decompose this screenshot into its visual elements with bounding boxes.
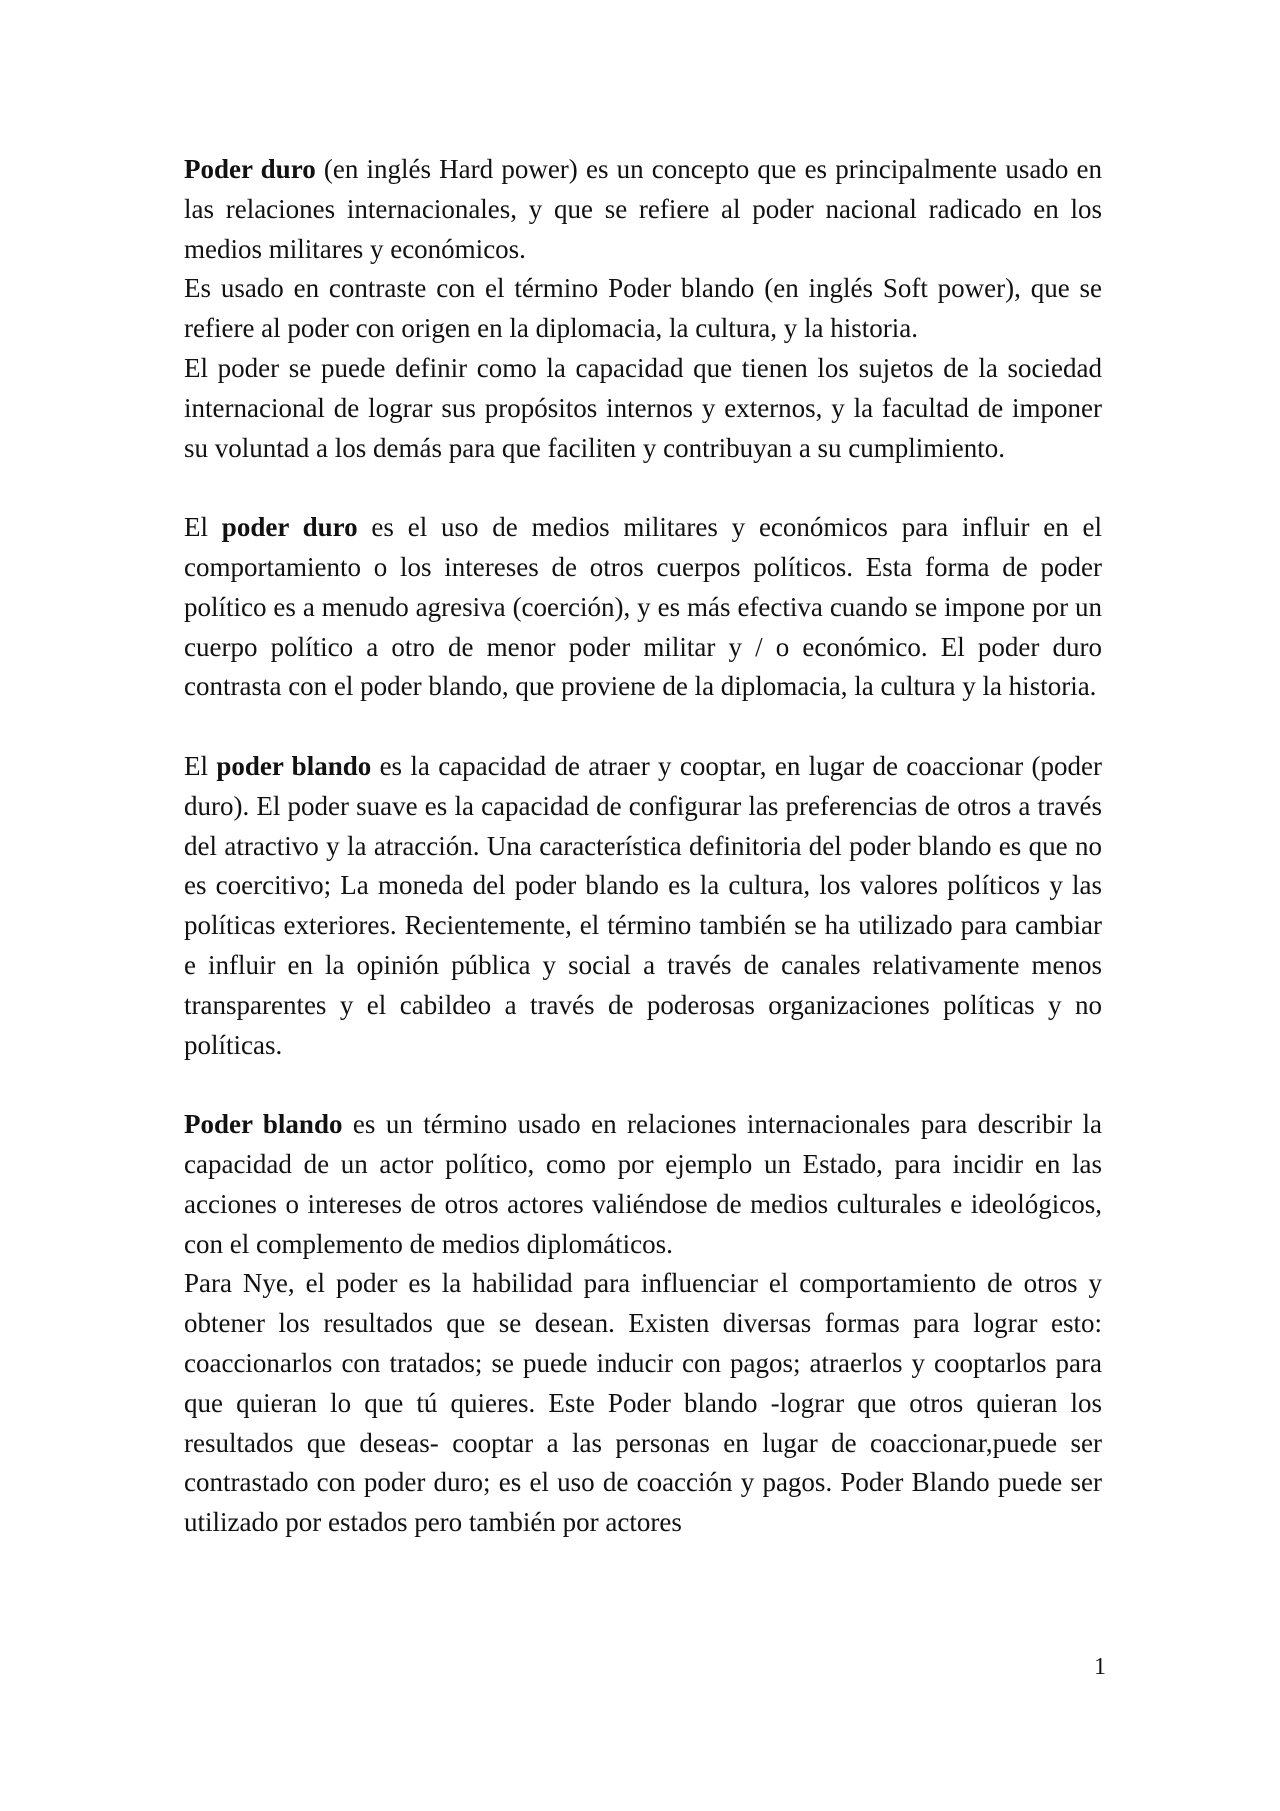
paragraph-hard-power-use: [184, 508, 1102, 707]
term-bold: poder blando: [216, 750, 372, 781]
paragraph-power-definition: [184, 349, 1102, 468]
paragraph-text: es un término usado en relaciones internacionales para describir la capacidad de un actor político, como por ejemplo un Estado, para incidir en las acciones o intereses de otros actores valiéndose de medios culturales e ideológicos, con el complemento de medios diplomáticos.: [184, 1109, 1102, 1259]
paragraph-soft-power-capacity: [184, 747, 1102, 1065]
term-bold: Poder blando: [184, 1109, 343, 1140]
paragraph-text: (en inglés Hard power) es un concepto que es principalmente usado en las relaciones internacionales, y que se refiere al poder nacional radicado en los medios militares y económicos.: [184, 154, 1102, 264]
paragraph-nye: [184, 1264, 1102, 1543]
paragraph-text: El poder se puede definir como la capacidad que tienen los sujetos de la sociedad internacional de lograr sus propósitos internos y externos, y la facultad de imponer su voluntad a los demás para que faciliten y contribuyan a su cumplimiento.: [184, 352, 1102, 463]
paragraph-text: Para Nye, el poder es la habilidad para influenciar el comportamiento de otros y obtener los resultados que se desean. Existen diversas formas para lograr esto: coaccionarlos con tratados; se puede inducir con pagos; atraerlos y cooptarlos para que quieran lo que tú quieres. Este Poder blando -lograr que otros quieran los resultados que deseas- cooptar a las personas en lugar de coaccionar,puede ser contrastado con poder duro; es el uso de coacción y pagos. Poder Blando puede ser utilizado por estados pero también por actores: [184, 1268, 1102, 1538]
paragraph-contrast-soft-power: [184, 269, 1102, 349]
paragraph-hard-power-definition: [184, 150, 1102, 269]
paragraph-text: Es usado en contraste con el término Poder blando (en inglés Soft power), que se refiere al poder con origen en la diplomacia, la cultura, y la historia.: [184, 273, 1102, 344]
paragraph-spacer: [184, 468, 1102, 508]
paragraph-prefix: El: [184, 750, 217, 781]
paragraph-soft-power-definition: [184, 1105, 1102, 1264]
paragraph-spacer: [184, 1065, 1102, 1105]
paragraph-text: es el uso de medios militares y económicos para influir en el comportamiento o los intereses de otros cuerpos políticos. Esta forma de poder político es a menudo agresiva (coerción), y es más efectiva cuando se impone por un cuerpo político a otro de menor poder militar y / o económico. El poder duro contrasta con el poder blando, que proviene de la diplomacia, la cultura y la historia.: [184, 512, 1103, 702]
page-number: 1: [1094, 1654, 1106, 1680]
term-bold: Poder duro: [184, 154, 316, 184]
document-body: [184, 150, 1102, 1543]
paragraph-spacer: [184, 707, 1102, 747]
term-bold: poder duro: [221, 512, 358, 543]
paragraph-text: es la capacidad de atraer y cooptar, en lugar de coaccionar (poder duro). El poder suave es la capacidad de configurar las preferencias de otros a través del atractivo y la atracción. Una característica definitoria del poder blando es que no es coercitivo; La moneda del poder blando es la cultura, los valores políticos y las políticas exteriores. Recientemente, el término también se ha utilizado para cambiar e influir en la opinión pública y social a través de canales relativamente menos transparentes y el cabildeo a través de poderosas organizaciones políticas y no políticas.: [184, 750, 1102, 1060]
paragraph-prefix: El: [184, 512, 222, 543]
